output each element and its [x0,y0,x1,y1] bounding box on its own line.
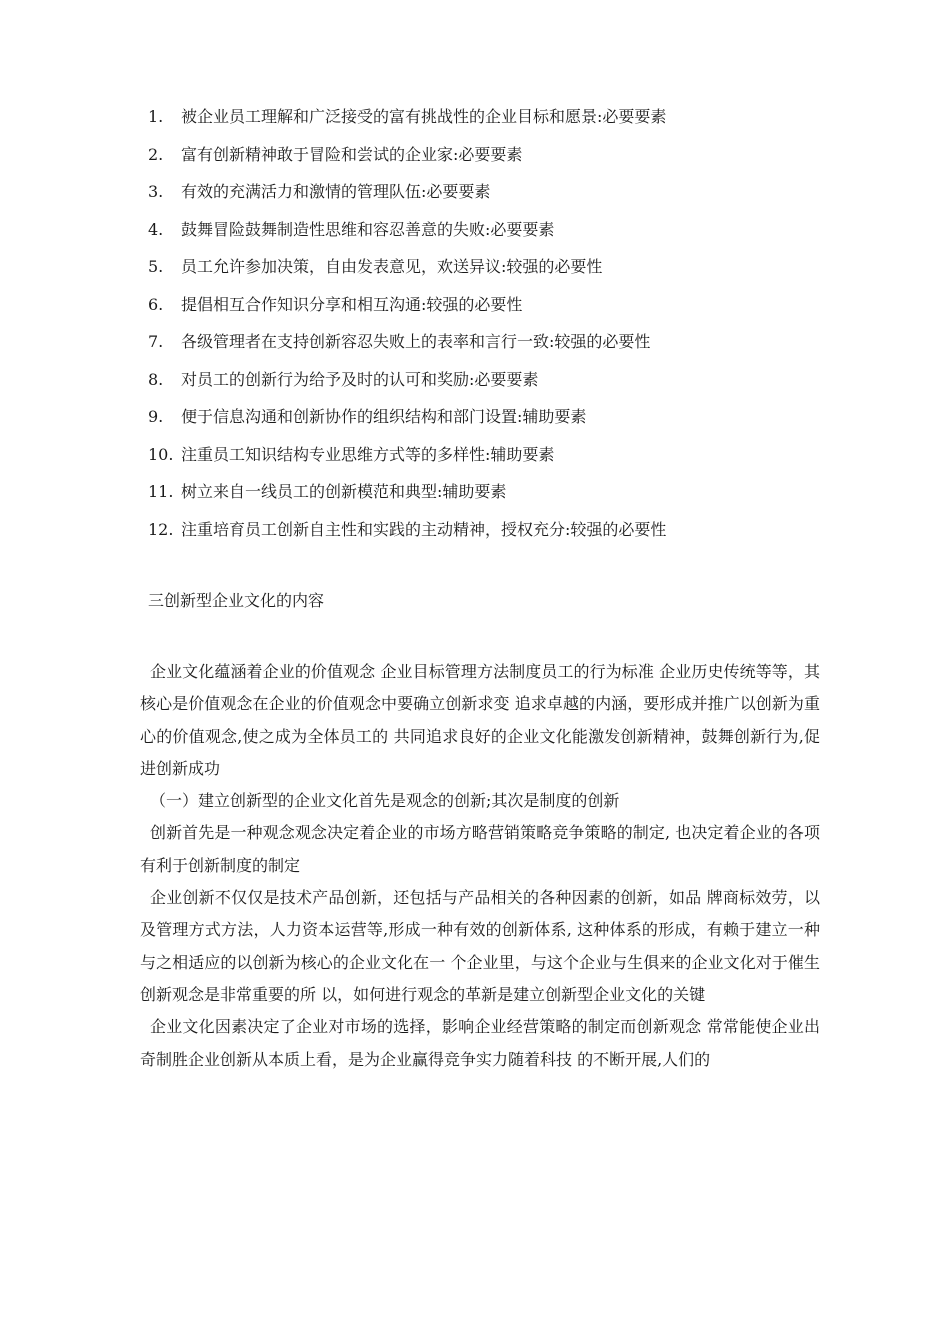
list-number: 10. [148,444,174,464]
list-number: 2. [148,144,164,164]
list-number: 9. [148,407,164,426]
list-text: 注重员工知识结构专业思维方式等的多样性:辅助要素 [181,444,555,464]
list-number: 1. [148,107,164,126]
list-number: 11. [148,482,174,501]
list-text: 员工允许参加决策，自由发表意见，欢送异议:较强的必要性 [181,257,603,276]
list-text: 被企业员工理解和广泛接受的富有挑战性的企业目标和愿景:必要要素 [181,107,667,126]
paragraph: 企业文化因素决定了企业对市场的选择，影响企业经营策略的制定而创新观念 常常能使企业出奇制胜企业创新从本质上看，是为企业赢得竞争实力随着科技 的不断开展,人们的 [140,1017,820,1069]
list-text: 鼓舞冒险鼓舞制造性思维和容忍善意的失败:必要要素 [181,219,555,239]
list-item [148,479,848,517]
list-item [148,367,848,405]
list-text: 提倡相互合作知识分享和相互沟通:较强的必要性 [181,294,523,314]
list-item [148,517,848,555]
list-item [148,329,848,367]
paragraph: 企业文化蕴涵着企业的价值观念 企业目标管理方法制度员工的行为标准 企业历史传统等等，其核心是价值观念在企业的价值观念中要确立创新求变 追求卓越的内涵，要形成并推广以创新为重心的价值观念,使之成为全体员工的 共同追求良好的企业文化能激发创新精神，鼓舞创新行为,促进创新成功 [140,662,820,778]
requirement-list [148,104,848,554]
list-text: 有效的充满活力和激情的管理队伍:必要要素 [181,182,491,201]
list-text: 各级管理者在支持创新容忍失败上的表率和言行一致:较强的必要性 [181,332,651,351]
list-number: 3. [148,182,164,201]
list-item [148,104,848,142]
list-item [148,217,848,255]
body-text [140,656,820,1076]
subsection-heading: （一）建立创新型的企业文化首先是观念的创新;其次是制度的创新 [150,791,620,811]
list-item [148,292,848,330]
list-number: 7. [148,332,164,351]
list-number: 6. [148,294,164,314]
list-text: 对员工的创新行为给予及时的认可和奖励:必要要素 [181,369,539,389]
list-text: 富有创新精神敢于冒险和尝试的企业家:必要要素 [181,144,523,164]
list-number: 5. [148,257,164,276]
list-item [148,442,848,480]
list-item [148,254,848,292]
list-text: 便于信息沟通和创新协作的组织结构和部门设置:辅助要素 [181,407,587,426]
list-text: 注重培育员工创新自主性和实践的主动精神，授权充分:较强的必要性 [181,519,667,539]
paragraph: 企业创新不仅仅是技术产品创新，还包括与产品相关的各种因素的创新，如品 牌商标效劳，以及管理方式方法，人力资本运营等,形成一种有效的创新体系, 这种体系的形成，有赖于建立一种与之相适应的以创新为核心的企业文化在一 个企业里，与这个企业与生俱来的企业文化对于催生创新观念是非常重要的所 以，如何进行观念的革新是建立创新型企业文化的关键 [140,888,820,1004]
list-text: 树立来自一线员工的创新模范和典型:辅助要素 [181,482,507,501]
list-item [148,142,848,180]
list-number: 4. [148,219,164,239]
list-item [148,404,848,442]
list-number: 12. [148,519,174,539]
section-heading: 三创新型企业文化的内容 [148,591,325,610]
list-number: 8. [148,369,164,389]
paragraph: 创新首先是一种观念观念决定着企业的市场方略营销策略竞争策略的制定, 也决定着企业的各项有利于创新制度的制定 [140,823,820,875]
list-item [148,179,848,217]
